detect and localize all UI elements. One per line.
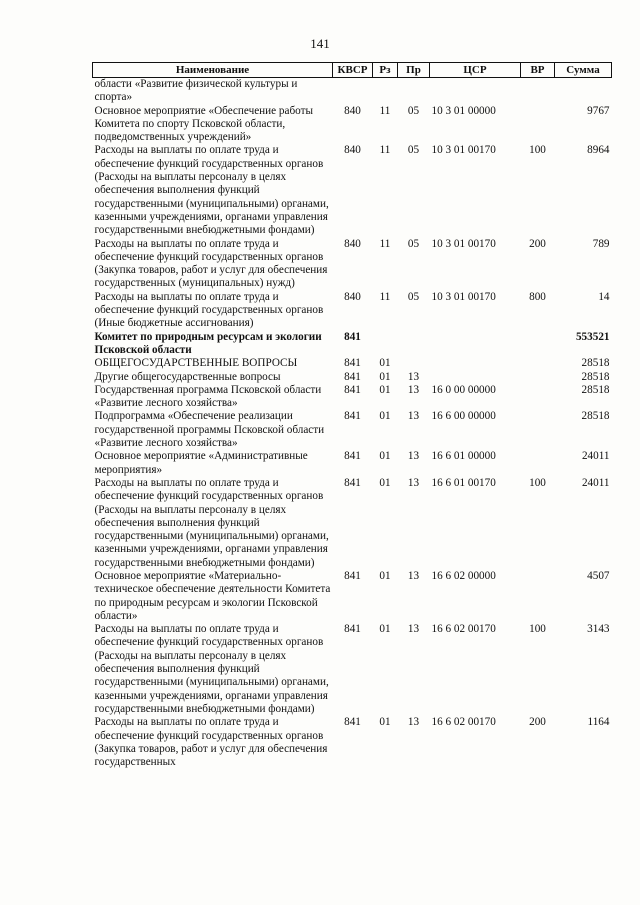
- cell-csr: 16 6 01 00170: [431, 476, 496, 489]
- cell-vr: 100: [529, 623, 546, 636]
- cell-kvsr: 841: [344, 370, 361, 383]
- cell-sum: 28518: [581, 370, 610, 383]
- cell-kvsr: 841: [344, 716, 361, 729]
- table-row: [93, 78, 612, 105]
- cell-name: Расходы на выплаты по оплате труда и обеспечение функций государственных органов (Иные бюджетные ассигнования): [94, 290, 324, 330]
- cell-vr: 200: [529, 237, 546, 250]
- column-header-rz: Рз: [373, 63, 398, 78]
- cell-name: Расходы на выплаты по оплате труда и обеспечение функций государственных органов (Закупка товаров, работ и услуг для обеспечения государственных (муниципальных) нужд): [94, 237, 328, 290]
- table-row: [93, 331, 612, 358]
- cell-sum: 4507: [587, 569, 610, 582]
- cell-name: Расходы на выплаты по оплате труда и обеспечение функций государственных органов (Расходы на выплаты персоналу в целях обеспечения выполнения функций государственными (муниципальными) органами, казенными учреждениями, органами управления государственными внебюджетными фондами): [94, 623, 329, 715]
- cell-kvsr: 841: [344, 623, 361, 636]
- cell-sum: 28518: [581, 357, 610, 370]
- cell-pr: 13: [407, 450, 420, 463]
- cell-name: Государственная программа Псковской области «Развитие лесного хозяйства»: [94, 383, 322, 410]
- cell-csr: [430, 371, 521, 384]
- cell-pr: 13: [407, 716, 420, 729]
- cell-name: Основное мероприятие «Обеспечение работы Комитета по спорту Псковской области, подведомственных учреждений»: [94, 104, 314, 144]
- cell-vr: [521, 384, 555, 411]
- cell-sum: 3143: [587, 623, 610, 636]
- cell-csr: 10 3 01 00170: [431, 290, 496, 303]
- cell-kvsr: 840: [344, 104, 361, 117]
- cell-kvsr: 841: [344, 569, 361, 582]
- cell-pr: 05: [407, 104, 420, 117]
- cell-sum: 28518: [581, 383, 610, 396]
- table-row: [93, 450, 612, 477]
- cell-csr: 16 0 00 00000: [431, 383, 496, 396]
- cell-sum: 28518: [581, 410, 610, 423]
- cell-rz: [373, 331, 398, 358]
- cell-sum: 553521: [575, 330, 610, 343]
- cell-pr: 05: [407, 290, 420, 303]
- cell-rz: 01: [379, 476, 391, 489]
- cell-name: области «Развитие физической культуры и спорта»: [94, 78, 298, 104]
- cell-name: Расходы на выплаты по оплате труда и обеспечение функций государственных органов (Расходы на выплаты персоналу в целях обеспечения выполнения функций государственными (муниципальными) органами, казенными учреждениями, органами управления государственными внебюджетными фондами): [94, 476, 329, 569]
- cell-name: Основное мероприятие «Материально-техническое обеспечение деятельности Комитета по природным ресурсам и экологии Псковской области»: [94, 569, 331, 622]
- table-row: [93, 410, 612, 450]
- cell-pr: 05: [407, 237, 420, 250]
- cell-kvsr: 841: [344, 383, 361, 396]
- cell-csr: 10 3 01 00000: [431, 104, 496, 117]
- cell-csr: [430, 78, 521, 105]
- cell-rz: 01: [379, 357, 391, 370]
- table-row: [93, 477, 612, 570]
- cell-csr: 16 6 01 00000: [431, 450, 496, 463]
- cell-sum: 9767: [587, 104, 610, 117]
- cell-vr: [521, 105, 555, 145]
- column-header-name: Наименование: [93, 63, 333, 78]
- cell-vr: 100: [529, 144, 546, 157]
- column-header-kvsr: КВСР: [333, 63, 373, 78]
- cell-rz: [373, 78, 398, 105]
- cell-pr: 13: [407, 383, 420, 396]
- cell-kvsr: 840: [344, 290, 361, 303]
- cell-kvsr: 840: [344, 237, 361, 250]
- cell-rz: 01: [379, 370, 391, 383]
- cell-name: Расходы на выплаты по оплате труда и обеспечение функций государственных органов (Закупка товаров, работ и услуг для обеспечения государственных: [94, 716, 328, 769]
- table-row: [93, 291, 612, 331]
- column-header-pr: Пр: [398, 63, 430, 78]
- cell-csr: 16 6 00 00000: [431, 410, 496, 423]
- cell-pr: 13: [407, 476, 420, 489]
- cell-vr: 800: [529, 290, 546, 303]
- cell-pr: [398, 357, 430, 370]
- column-header-vr: ВР: [521, 63, 555, 78]
- table-row: [93, 105, 612, 145]
- cell-kvsr: 841: [344, 450, 361, 463]
- table-row: [93, 238, 612, 291]
- table-row: [93, 716, 612, 769]
- cell-kvsr: [333, 78, 373, 105]
- cell-name: Расходы на выплаты по оплате труда и обеспечение функций государственных органов (Расходы на выплаты персоналу в целях обеспечения выполнения функций государственными (муниципальными) органами, казенными учреждениями, органами управления государственными внебюджетными фондами): [94, 144, 329, 237]
- table-row: [93, 144, 612, 237]
- cell-name: Основное мероприятие «Административные мероприятия»: [94, 450, 308, 476]
- cell-csr: 16 6 02 00000: [431, 569, 496, 582]
- cell-vr: [521, 371, 555, 384]
- cell-pr: 13: [407, 569, 420, 582]
- cell-sum: 1164: [587, 716, 610, 729]
- cell-csr: 16 6 02 00170: [431, 716, 496, 729]
- table-row: [93, 371, 612, 384]
- cell-pr: 13: [407, 370, 420, 383]
- cell-sum: 8964: [587, 144, 610, 157]
- cell-name: Подпрограмма «Обеспечение реализации государственной программы Псковской области «Развитие лесного хозяйства»: [94, 410, 325, 450]
- table-body: [93, 78, 612, 770]
- budget-table: [92, 62, 612, 769]
- cell-kvsr: 840: [344, 144, 361, 157]
- cell-kvsr: 841: [344, 410, 361, 423]
- cell-sum: 14: [598, 290, 610, 303]
- cell-rz: 11: [379, 104, 391, 117]
- cell-rz: 01: [379, 450, 391, 463]
- cell-sum: 24011: [581, 476, 610, 489]
- cell-csr: 10 3 01 00170: [431, 144, 496, 157]
- cell-vr: [521, 410, 555, 450]
- cell-rz: 11: [379, 237, 391, 250]
- cell-kvsr: 841: [344, 476, 361, 489]
- cell-sum: [555, 78, 612, 105]
- cell-csr: [430, 357, 521, 370]
- cell-pr: [398, 331, 430, 358]
- cell-pr: 13: [407, 623, 420, 636]
- cell-name: ОБЩЕГОСУДАРСТВЕННЫЕ ВОПРОСЫ: [94, 357, 298, 370]
- cell-pr: 05: [407, 144, 420, 157]
- cell-pr: 13: [407, 410, 420, 423]
- cell-rz: 01: [379, 623, 391, 636]
- cell-rz: 01: [379, 410, 391, 423]
- cell-pr: [398, 78, 430, 105]
- page-number: 141: [310, 36, 330, 51]
- cell-rz: 01: [379, 716, 391, 729]
- cell-sum: 24011: [581, 450, 610, 463]
- table-row: [93, 384, 612, 411]
- table-header-row: [93, 63, 612, 78]
- cell-rz: 11: [379, 290, 391, 303]
- table-row: [93, 570, 612, 623]
- cell-vr: [521, 331, 555, 358]
- cell-sum: 789: [592, 237, 610, 250]
- cell-csr: 16 6 02 00170: [431, 623, 496, 636]
- cell-csr: [430, 331, 521, 358]
- cell-rz: 11: [379, 144, 391, 157]
- cell-rz: 01: [379, 383, 391, 396]
- cell-rz: 01: [379, 569, 391, 582]
- cell-vr: [521, 78, 555, 105]
- cell-kvsr: 841: [344, 330, 361, 343]
- cell-vr: [521, 570, 555, 623]
- cell-name: Комитет по природным ресурсам и экологии Псковской области: [94, 330, 322, 356]
- column-header-sum: Сумма: [555, 63, 612, 78]
- table-row: [93, 623, 612, 716]
- cell-vr: 200: [529, 716, 546, 729]
- cell-name: Другие общегосударственные вопросы: [94, 370, 281, 383]
- cell-kvsr: 841: [344, 357, 361, 370]
- cell-vr: [521, 450, 555, 477]
- table-row: [93, 357, 612, 370]
- cell-vr: [521, 357, 555, 370]
- column-header-csr: ЦСР: [430, 63, 521, 78]
- cell-vr: 100: [529, 476, 546, 489]
- cell-csr: 10 3 01 00170: [431, 237, 496, 250]
